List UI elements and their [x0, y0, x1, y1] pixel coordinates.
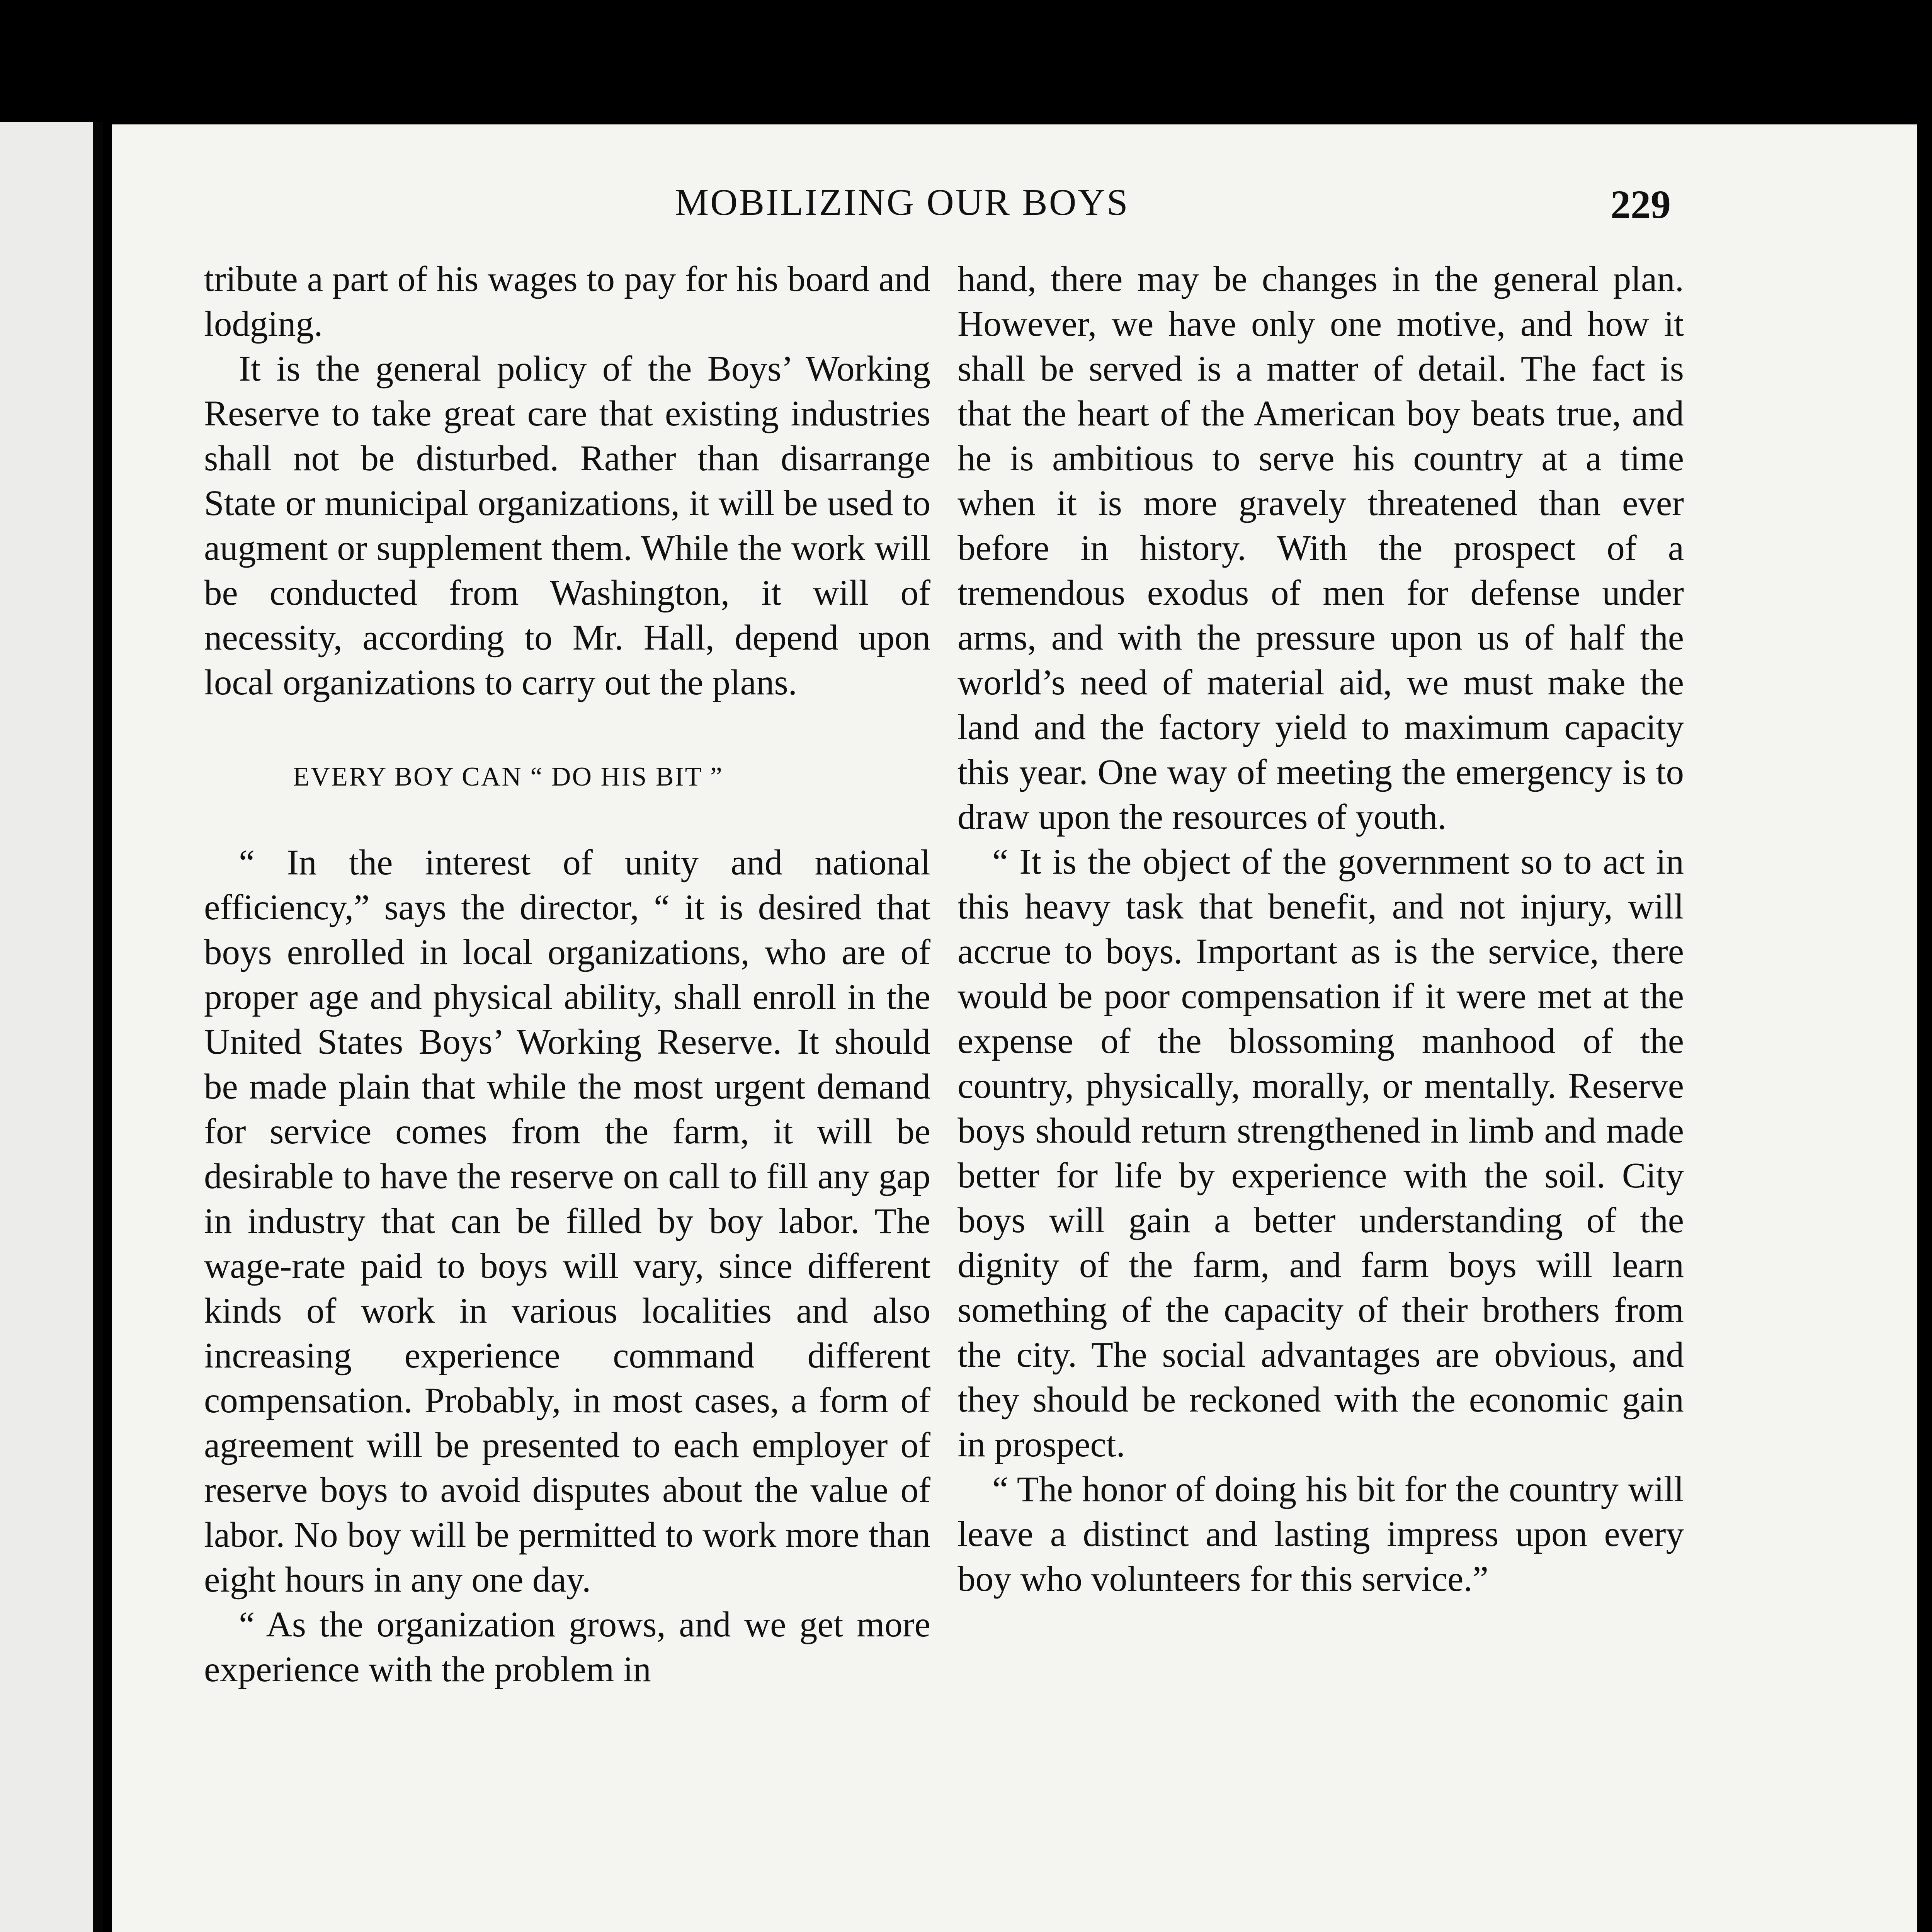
running-header: MOBILIZING OUR BOYS	[675, 182, 1129, 223]
paragraph: “ In the interest of unity and national efficiency,” says the director, “ it is desired that boys enrolled in local organizations, who are of proper age and physical ability, shall enroll in the United States Boys’ Working Reserve. It should be made plain that while the most urgent demand for service comes from the farm, it will be desirable to have the reserve on call to fill any gap in industry that can be filled by boy labor. The wage-rate paid to boys will vary, since different kinds of work in various localities and also increasing experience command different compensation. Probably, in most cases, a form of agreement will be presented to each employer of reserve boys to avoid disputes about the value of labor. No boy will be permitted to work more than eight hours in any one day.	[204, 843, 930, 1600]
paragraph: “ The honor of doing his bit for the country will leave a distinct and lasting impress upon every boy who volunteers for this service.”	[957, 1469, 1684, 1599]
paragraph: “ It is the object of the government so to act in this heavy task that benefit, and not injury, will accrue to boys. Important as is the service, there would be poor compensation if it were met at the expense of the blossoming manhood of the country, physically, morally, or mentally. Reserve boys should return strengthened in limb and made better for life by experience with the soil. City boys will gain a better understanding of the dignity of the farm, and farm boys will learn something of the capacity of their brothers from the city. The social advantages are obvious, and they should be reckoned with the economic gain in prospect.	[957, 842, 1684, 1464]
previous-page-edge	[0, 122, 103, 1932]
page-number: 229	[1611, 182, 1671, 227]
left-column	[204, 257, 930, 1692]
paragraph: “ As the organization grows, and we get more experience with the problem in	[204, 1605, 930, 1689]
right-column	[957, 257, 1684, 1602]
paragraph: It is the general policy of the Boys’ Working Reserve to take great care that existing industries shall not be disturbed. Rather than disarrange State or municipal organizations, it will be used to augment or supplement them. While the work will be conducted from Washington, it will of necessity, according to Mr. Hall, depend upon local organizations to carry out the plans.	[204, 349, 930, 702]
paragraph: tribute a part of his wages to pay for his board and lodging.	[204, 259, 930, 344]
paragraph: hand, there may be changes in the general plan. However, we have only one motive, and how it shall be served is a matter of detail. The fact is that the heart of the American boy beats true, and he is ambitious to serve his country at a time when it is more gravely threatened than ever before in history. With the prospect of a tremendous exodus of men for defense under arms, and with the pressure upon us of half the world’s need of material aid, we must make the land and the factory yield to maximum capacity this year. One way of meeting the emergency is to draw upon the resources of youth.	[957, 259, 1684, 837]
section-subheading: EVERY BOY CAN “ DO HIS BIT ”	[293, 762, 723, 792]
